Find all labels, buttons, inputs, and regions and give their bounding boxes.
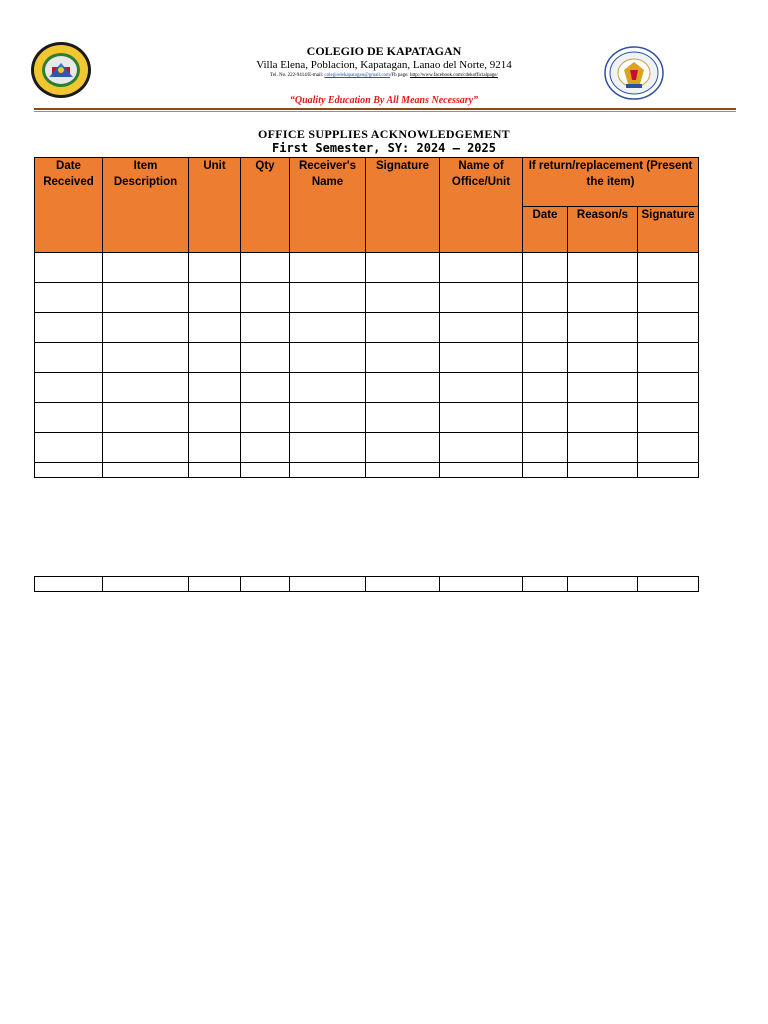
table-cell[interactable]	[189, 433, 241, 463]
table-cell[interactable]	[440, 577, 523, 592]
table-cell[interactable]	[290, 283, 366, 313]
email-link[interactable]: colegiodekapatagan@gmail.com	[324, 73, 390, 78]
col-unit: Unit	[189, 158, 241, 253]
table-cell[interactable]	[189, 577, 241, 592]
table-cell[interactable]	[290, 343, 366, 373]
table-cell[interactable]	[189, 313, 241, 343]
table-cell[interactable]	[189, 403, 241, 433]
col-group-return-replacement: If return/replacement (Present the item)	[523, 158, 699, 207]
col-item-description: Item Description	[103, 158, 189, 253]
table-cell[interactable]	[189, 253, 241, 283]
table-cell[interactable]	[35, 403, 103, 433]
col-qty: Qty	[241, 158, 290, 253]
table-cell[interactable]	[103, 403, 189, 433]
table-cell[interactable]	[35, 253, 103, 283]
table-cell[interactable]	[523, 433, 568, 463]
facebook-link[interactable]: http://www.facebook.com/cdekofficialpage/	[409, 73, 498, 78]
acknowledgement-table	[34, 157, 699, 478]
table-cell[interactable]	[366, 577, 440, 592]
table-cell[interactable]	[366, 433, 440, 463]
table-cell[interactable]	[103, 283, 189, 313]
table-cell[interactable]	[366, 253, 440, 283]
table-cell[interactable]	[35, 433, 103, 463]
table-cell[interactable]	[241, 313, 290, 343]
table-cell[interactable]	[290, 463, 366, 478]
table-cell[interactable]	[241, 463, 290, 478]
col-return-reasons: Reason/s	[568, 207, 638, 253]
header-divider-accent	[34, 111, 736, 112]
col-receivers-name: Receiver's Name	[290, 158, 366, 253]
table-cell[interactable]	[290, 403, 366, 433]
table-cell[interactable]	[35, 343, 103, 373]
table-cell[interactable]	[103, 577, 189, 592]
table-cell[interactable]	[241, 577, 290, 592]
table-cell[interactable]	[440, 283, 523, 313]
table-cell[interactable]	[638, 433, 699, 463]
table-cell[interactable]	[638, 343, 699, 373]
table-row	[35, 313, 699, 343]
document-title: OFFICE SUPPLIES ACKNOWLEDGEMENT	[257, 127, 510, 141]
header-divider	[34, 108, 736, 110]
contact-prefix: Tel. No. 222-9414/E-mail:	[270, 73, 325, 78]
col-date-received: Date Received	[35, 158, 103, 253]
table-row	[35, 373, 699, 403]
table-row	[35, 577, 699, 592]
table-cell[interactable]	[103, 433, 189, 463]
col-signature: Signature	[366, 158, 440, 253]
table-cell[interactable]	[366, 343, 440, 373]
table-cell[interactable]	[241, 373, 290, 403]
table-cell[interactable]	[189, 373, 241, 403]
col-return-signature: Signature	[638, 207, 699, 253]
table-row	[35, 283, 699, 313]
table-cell[interactable]	[241, 253, 290, 283]
table-cell[interactable]	[366, 373, 440, 403]
table-cell[interactable]	[103, 463, 189, 478]
table-row	[35, 463, 699, 478]
table-cell[interactable]	[366, 403, 440, 433]
table-cell[interactable]	[568, 577, 638, 592]
table-cell[interactable]	[568, 253, 638, 283]
table-cell[interactable]	[568, 313, 638, 343]
table-cell[interactable]	[638, 283, 699, 313]
table-cell[interactable]	[523, 463, 568, 478]
document-subtitle: First Semester, SY: 2024 – 2025	[272, 141, 496, 155]
table-cell[interactable]	[568, 373, 638, 403]
table-cell[interactable]	[568, 343, 638, 373]
school-motto: “Quality Education By All Means Necessary”	[289, 95, 479, 106]
table-cell[interactable]	[440, 433, 523, 463]
col-office-unit: Name of Office/Unit	[440, 158, 523, 253]
table-cell[interactable]	[523, 403, 568, 433]
table-cell[interactable]	[241, 283, 290, 313]
table-cell[interactable]	[638, 253, 699, 283]
table-cell[interactable]	[189, 283, 241, 313]
table-cell[interactable]	[35, 283, 103, 313]
table-cell[interactable]	[290, 433, 366, 463]
table-cell[interactable]	[440, 313, 523, 343]
table-cell[interactable]	[35, 313, 103, 343]
table-cell[interactable]	[103, 373, 189, 403]
table-cell[interactable]	[290, 313, 366, 343]
table-cell[interactable]	[568, 433, 638, 463]
table-cell[interactable]	[241, 433, 290, 463]
table-cell[interactable]	[290, 253, 366, 283]
table-cell[interactable]	[440, 403, 523, 433]
table-cell[interactable]	[440, 373, 523, 403]
table-cell[interactable]	[638, 463, 699, 478]
continuation-table	[34, 576, 699, 592]
table-cell[interactable]	[366, 313, 440, 343]
table-cell[interactable]	[103, 313, 189, 343]
table-cell[interactable]	[103, 253, 189, 283]
table-cell[interactable]	[638, 313, 699, 343]
table-row	[35, 403, 699, 433]
table-cell[interactable]	[35, 373, 103, 403]
table-cell[interactable]	[103, 343, 189, 373]
col-return-date: Date	[523, 207, 568, 253]
table-cell[interactable]	[638, 373, 699, 403]
table-cell[interactable]	[290, 577, 366, 592]
table-cell[interactable]	[189, 343, 241, 373]
table-cell[interactable]	[638, 577, 699, 592]
school-contact-line	[0, 73, 768, 78]
school-address: Villa Elena, Poblacion, Kapatagan, Lanao del Norte, 9214	[256, 59, 512, 71]
table-cell[interactable]	[241, 403, 290, 433]
table-cell[interactable]	[241, 343, 290, 373]
table-cell[interactable]	[523, 577, 568, 592]
school-name: COLEGIO DE KAPATAGAN	[306, 44, 462, 58]
table-cell[interactable]	[568, 463, 638, 478]
table-cell[interactable]	[638, 403, 699, 433]
table-cell[interactable]	[35, 577, 103, 592]
table-cell[interactable]	[523, 283, 568, 313]
table-row	[35, 253, 699, 283]
table-cell[interactable]	[440, 253, 523, 283]
table-cell[interactable]	[189, 463, 241, 478]
table-row	[35, 343, 699, 373]
table-cell[interactable]	[523, 343, 568, 373]
table-cell[interactable]	[523, 313, 568, 343]
table-cell[interactable]	[35, 463, 103, 478]
table-cell[interactable]	[568, 283, 638, 313]
fb-prefix: /Fb page:	[389, 73, 410, 78]
table-cell[interactable]	[523, 373, 568, 403]
table-cell[interactable]	[440, 343, 523, 373]
table-cell[interactable]	[290, 373, 366, 403]
table-cell[interactable]	[366, 283, 440, 313]
table-cell[interactable]	[440, 463, 523, 478]
table-cell[interactable]	[366, 463, 440, 478]
table-row	[35, 433, 699, 463]
table-cell[interactable]	[568, 403, 638, 433]
table-cell[interactable]	[523, 253, 568, 283]
